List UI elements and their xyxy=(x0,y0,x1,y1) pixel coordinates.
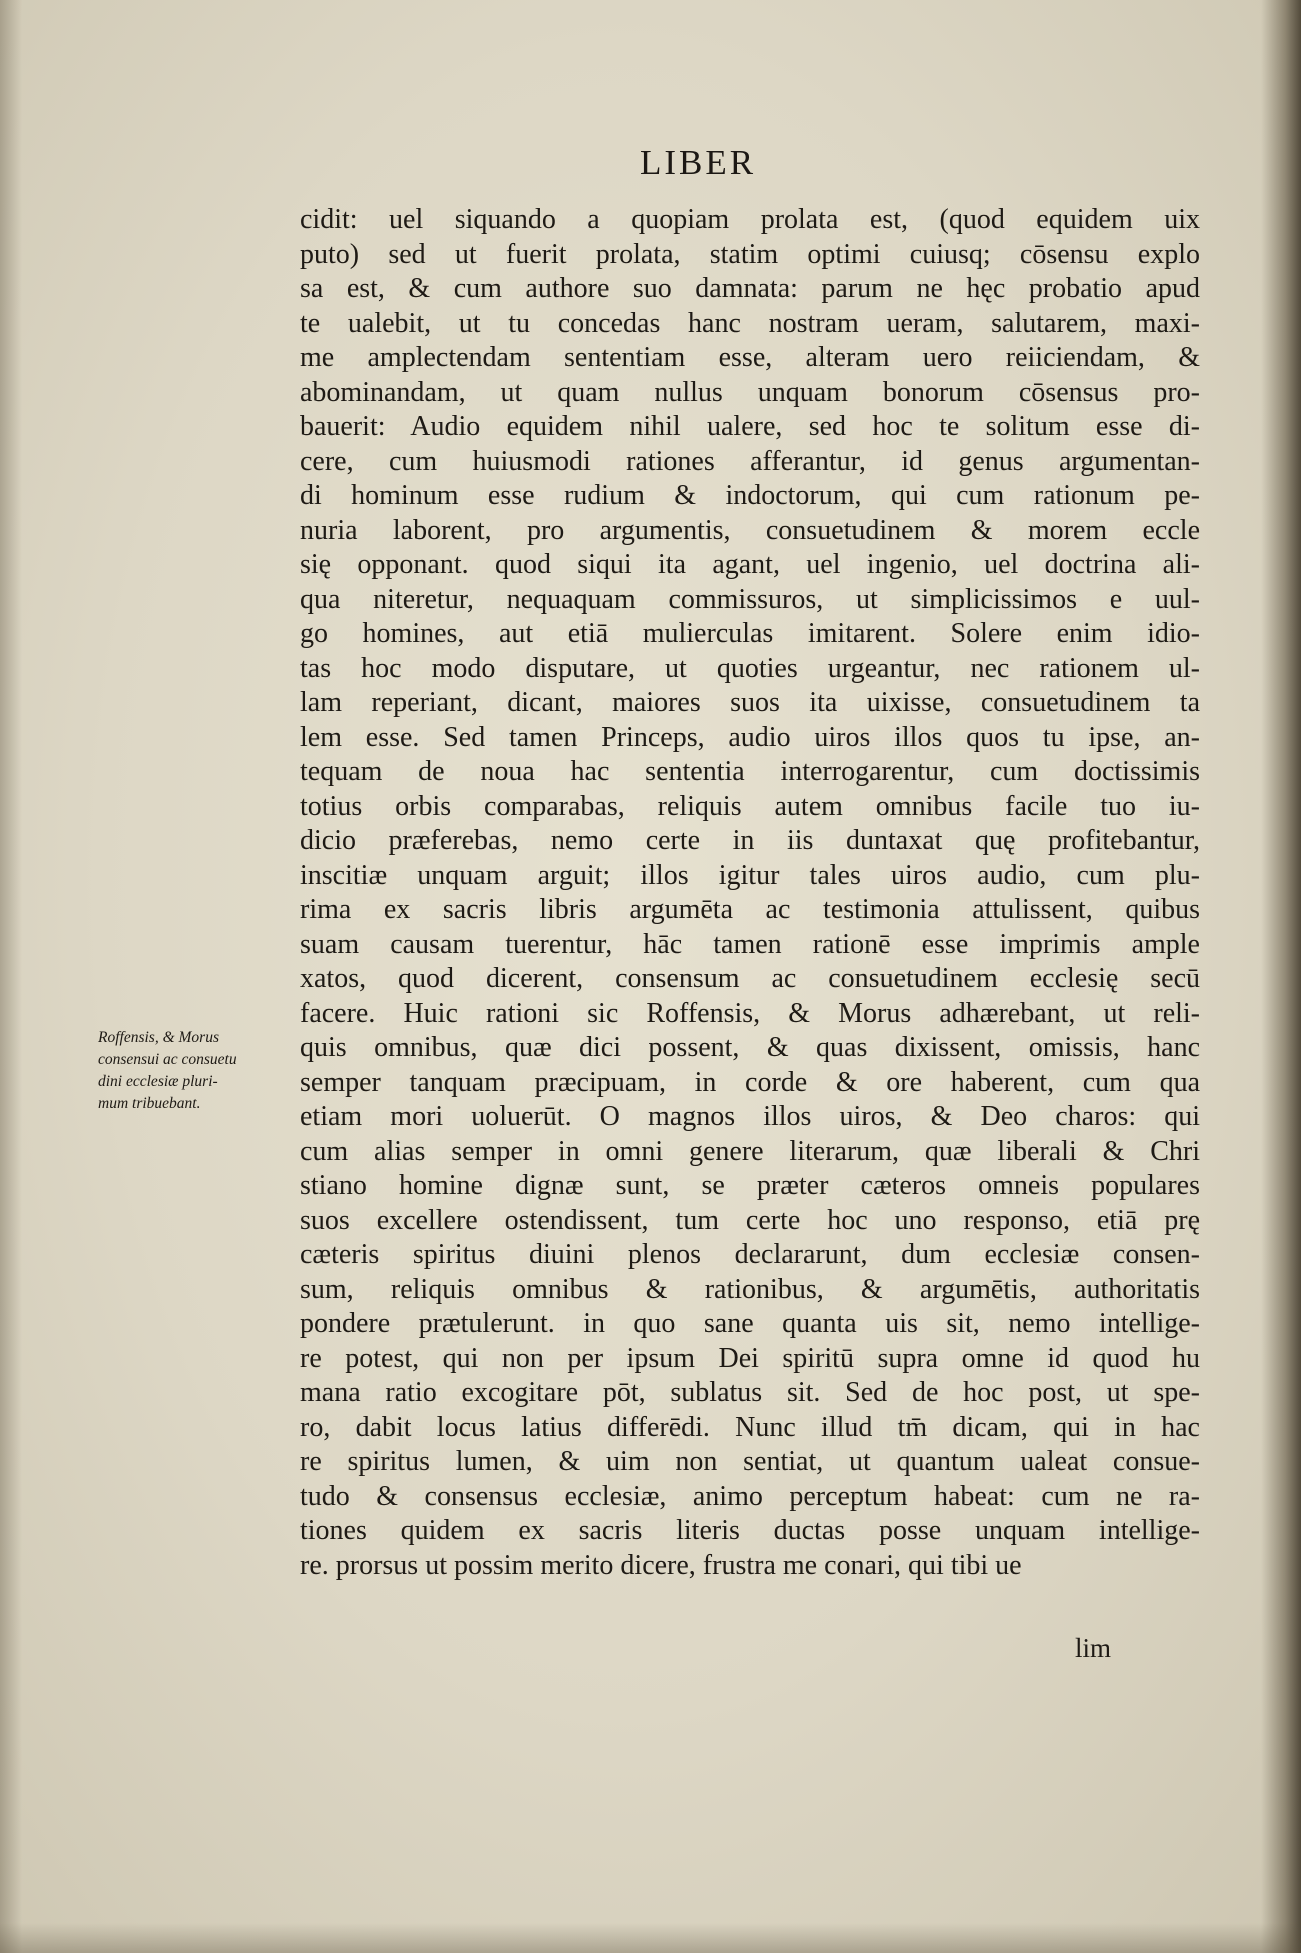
text-line: xatos, quod dicerent, consensum ac consuetudinem ecclesię secū xyxy=(300,963,1200,994)
marginal-note xyxy=(98,1027,288,1115)
page-shadow-left xyxy=(0,0,22,1953)
text-line: się opponant. quod siqui ita agant, uel ingenio, uel doctrina ali- xyxy=(300,549,1200,580)
catchword: lim xyxy=(1075,1633,1112,1663)
text-line: tas hoc modo disputare, ut quoties urgeantur, nec rationem ul- xyxy=(300,652,1200,684)
main-text-block xyxy=(300,203,1200,1583)
text-line: cum alias semper in omni genere literarum, quæ liberali & Chri xyxy=(300,1135,1200,1167)
text-line: re. prorsus ut possim merito dicere, frustra me conari, qui tibi ue xyxy=(300,1549,1022,1581)
text-line: cidit: uel siquando a quopiam prolata est, (quod equidem uix xyxy=(300,204,1200,235)
text-line: sum, reliquis omnibus & rationibus, & argumētis, authoritatis xyxy=(300,1273,1200,1305)
text-line: quis omnibus, quæ dici possent, & quas dixissent, omissis, hanc xyxy=(300,1032,1200,1063)
marginal-note-line: consensui ac consuetu xyxy=(98,1051,237,1068)
page-shadow-bottom xyxy=(0,1923,1301,1953)
marginal-note-line: Roffensis, & Morus xyxy=(98,1029,219,1046)
text-line: suos excellere ostendissent, tum certe hoc uno responso, etiā prę xyxy=(300,1204,1200,1236)
text-line: dicio præferebas, nemo certe in iis duntaxat quę profitebantur, xyxy=(300,825,1200,856)
text-line: re spiritus lumen, & uim non sentiat, ut quantum ualeat consue- xyxy=(300,1446,1200,1477)
running-title: LIBER xyxy=(640,143,757,182)
text-line: suam causam tuerentur, hāc tamen rationē esse imprimis ample xyxy=(300,928,1200,960)
text-line: cere, cum huiusmodi rationes afferantur, id genus argumentan- xyxy=(300,445,1200,477)
text-line: etiam mori uoluerūt. O magnos illos uiros, & Deo charos: qui xyxy=(300,1101,1200,1132)
text-line: sa est, & cum authore suo damnata: parum ne hęc probatio apud xyxy=(300,273,1200,304)
text-line: puto) sed ut fuerit prolata, statim optimi cuiusq; cōsensu explo xyxy=(300,238,1200,270)
text-line: di hominum esse rudium & indoctorum, qui cum rationum pe- xyxy=(300,480,1200,511)
text-line: abominandam, ut quam nullus unquam bonorum cōsensus pro- xyxy=(300,376,1200,408)
text-line: qua niteretur, nequaquam commissuros, ut simplicissimos e uul- xyxy=(300,583,1200,615)
text-line: mana ratio excogitare pōt, sublatus sit. Sed de hoc post, ut spe- xyxy=(300,1377,1200,1408)
text-line: bauerit: Audio equidem nihil ualere, sed hoc te solitum esse di- xyxy=(300,411,1200,442)
text-line: facere. Huic rationi sic Roffensis, & Morus adhærebant, ut reli- xyxy=(300,997,1200,1029)
text-line: re potest, qui non per ipsum Dei spiritū supra omne id quod hu xyxy=(300,1342,1200,1374)
text-line: tudo & consensus ecclesiæ, animo perceptum habeat: cum ne ra- xyxy=(300,1480,1200,1512)
text-line: go homines, aut etiā mulierculas imitarent. Solere enim idio- xyxy=(300,618,1200,649)
text-line: rima ex sacris libris argumēta ac testimonia attulissent, quibus xyxy=(300,894,1200,925)
text-line: nuria laborent, pro argumentis, consuetudinem & morem eccle xyxy=(300,514,1200,546)
text-line: tiones quidem ex sacris literis ductas posse unquam intellige- xyxy=(300,1515,1200,1546)
text-line: te ualebit, ut tu concedas hanc nostram ueram, salutarem, maxi- xyxy=(300,307,1200,339)
text-line: totius orbis comparabas, reliquis autem omnibus facile tuo iu- xyxy=(300,790,1200,822)
marginal-note-line: mum tribuebant. xyxy=(98,1095,201,1112)
text-line: tequam de noua hac sententia interrogarentur, cum doctissimis xyxy=(300,756,1200,787)
text-line: pondere prætulerunt. in quo sane quanta uis sit, nemo intellige- xyxy=(300,1308,1200,1339)
text-line: semper tanquam præcipuam, in corde & ore haberent, cum qua xyxy=(300,1066,1200,1098)
text-line: inscitiæ unquam arguit; illos igitur tales uiros audio, cum plu- xyxy=(300,859,1200,891)
page-shadow-right xyxy=(1261,0,1301,1953)
text-line: cæteris spiritus diuini plenos declararunt, dum ecclesiæ consen- xyxy=(300,1239,1200,1270)
text-line: me amplectendam sententiam esse, alteram uero reiiciendam, & xyxy=(300,342,1200,373)
text-line: stiano homine dignæ sunt, se præter cæteros omneis populares xyxy=(300,1170,1200,1201)
text-line: ro, dabit locus latius differēdi. Nunc illud tm̄ dicam, qui in hac xyxy=(300,1411,1200,1443)
text-line: lem esse. Sed tamen Princeps, audio uiros illos quos tu ipse, an- xyxy=(300,721,1200,753)
marginal-note-line: dini ecclesiæ pluri- xyxy=(98,1073,218,1090)
text-line: lam reperiant, dicant, maiores suos ita uixisse, consuetudinem ta xyxy=(300,687,1200,718)
